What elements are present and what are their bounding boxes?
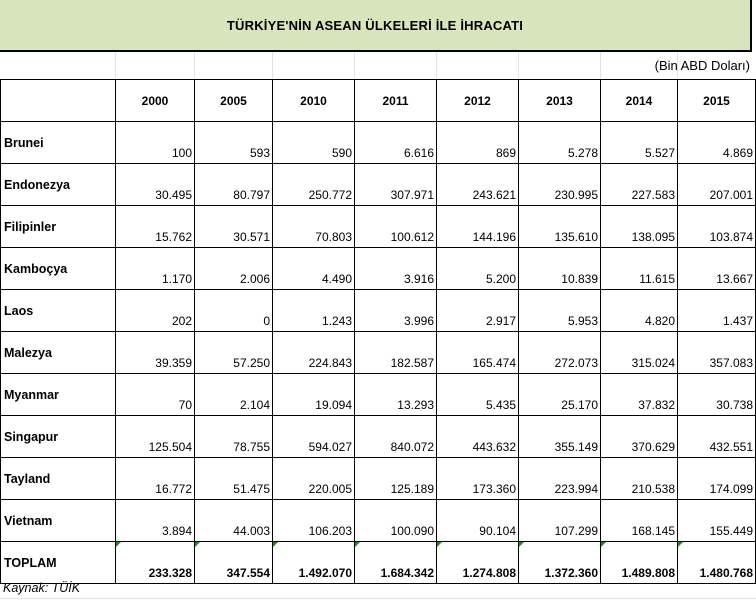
table-row [1,290,756,332]
source-note: Kaynak: TÜİK [3,581,81,595]
value-cell[interactable]: 2.104 [195,374,273,416]
value-cell[interactable]: 6.616 [355,122,437,164]
value-cell[interactable]: 11.615 [601,248,678,290]
value-cell[interactable]: 174.099 [678,458,756,500]
total-value-cell[interactable]: 233.328 [116,542,195,584]
table-row [1,500,756,542]
total-value-cell[interactable]: 1.372.360 [519,542,601,584]
value-cell[interactable]: 432.551 [678,416,756,458]
country-cell[interactable]: Singapur [1,416,116,458]
value-cell[interactable]: 16.772 [116,458,195,500]
value-cell[interactable]: 5.278 [519,122,601,164]
value-cell[interactable]: 869 [437,122,519,164]
total-value-cell[interactable]: 1.492.070 [273,542,355,584]
value-cell[interactable]: 168.145 [601,500,678,542]
value-cell[interactable]: 1.437 [678,290,756,332]
value-cell[interactable]: 3.996 [355,290,437,332]
value-cell[interactable]: 90.104 [437,500,519,542]
value-cell[interactable]: 5.953 [519,290,601,332]
value-cell[interactable]: 51.475 [195,458,273,500]
value-cell[interactable]: 135.610 [519,206,601,248]
country-cell[interactable]: Filipinler [1,206,116,248]
value-cell[interactable]: 25.170 [519,374,601,416]
header-year[interactable]: 2005 [195,80,273,122]
value-cell[interactable]: 2.006 [195,248,273,290]
value-cell[interactable]: 13.293 [355,374,437,416]
value-cell[interactable]: 125.189 [355,458,437,500]
value-cell[interactable]: 144.196 [437,206,519,248]
value-cell[interactable]: 272.073 [519,332,601,374]
value-cell[interactable]: 44.003 [195,500,273,542]
value-cell[interactable]: 5.527 [601,122,678,164]
unit-label: (Bin ABD Doları) [654,58,750,73]
header-row [1,80,756,122]
value-cell[interactable]: 202 [116,290,195,332]
value-cell[interactable]: 840.072 [355,416,437,458]
country-cell[interactable]: Tayland [1,458,116,500]
value-cell[interactable]: 223.994 [519,458,601,500]
value-cell[interactable]: 165.474 [437,332,519,374]
total-value-cell[interactable]: 1.274.808 [437,542,519,584]
country-cell[interactable]: Myanmar [1,374,116,416]
table-row [1,458,756,500]
country-cell[interactable]: Vietnam [1,500,116,542]
value-cell[interactable]: 370.629 [601,416,678,458]
header-country[interactable] [1,80,116,122]
value-cell[interactable]: 315.024 [601,332,678,374]
value-cell[interactable]: 3.894 [116,500,195,542]
value-cell[interactable]: 307.971 [355,164,437,206]
value-cell[interactable]: 5.435 [437,374,519,416]
value-cell[interactable]: 4.820 [601,290,678,332]
value-cell[interactable]: 100.090 [355,500,437,542]
value-cell[interactable]: 4.869 [678,122,756,164]
value-cell[interactable]: 30.571 [195,206,273,248]
value-cell[interactable]: 243.621 [437,164,519,206]
header-year[interactable]: 2010 [273,80,355,122]
value-cell[interactable]: 593 [195,122,273,164]
country-cell[interactable]: Malezya [1,332,116,374]
value-cell[interactable]: 100 [116,122,195,164]
value-cell[interactable]: 355.149 [519,416,601,458]
value-cell[interactable]: 594.027 [273,416,355,458]
total-value-cell[interactable]: 347.554 [195,542,273,584]
value-cell[interactable]: 224.843 [273,332,355,374]
total-value-cell[interactable]: 1.489.808 [601,542,678,584]
value-cell[interactable]: 1.243 [273,290,355,332]
total-label-cell[interactable]: TOPLAM [1,542,116,584]
value-cell[interactable]: 37.832 [601,374,678,416]
value-cell[interactable]: 100.612 [355,206,437,248]
table-row [1,332,756,374]
total-value-cell[interactable]: 1.684.342 [355,542,437,584]
value-cell[interactable]: 70.803 [273,206,355,248]
table-row [1,122,756,164]
table-title-text: TÜRKİYE'NİN ASEAN ÜLKELERİ İLE İHRACATI [226,17,524,33]
header-year[interactable]: 2012 [437,80,519,122]
value-cell[interactable]: 10.839 [519,248,601,290]
total-row [1,542,756,584]
table-row [1,206,756,248]
header-year[interactable]: 2014 [601,80,678,122]
value-cell[interactable]: 19.094 [273,374,355,416]
header-year[interactable]: 2015 [678,80,756,122]
table-title [0,0,752,52]
value-cell[interactable]: 210.538 [601,458,678,500]
value-cell[interactable]: 1.170 [116,248,195,290]
country-cell[interactable]: Laos [1,290,116,332]
value-cell[interactable]: 0 [195,290,273,332]
value-cell[interactable]: 107.299 [519,500,601,542]
value-cell[interactable]: 227.583 [601,164,678,206]
value-cell[interactable]: 590 [273,122,355,164]
value-cell[interactable]: 30.738 [678,374,756,416]
value-cell[interactable]: 2.917 [437,290,519,332]
country-cell[interactable]: Kamboçya [1,248,116,290]
value-cell[interactable]: 125.504 [116,416,195,458]
value-cell[interactable]: 103.874 [678,206,756,248]
value-cell[interactable]: 250.772 [273,164,355,206]
sheet-gridlines [0,52,756,79]
table-row [1,416,756,458]
country-cell[interactable]: Brunei [1,122,116,164]
value-cell[interactable]: 220.005 [273,458,355,500]
value-cell[interactable]: 39.359 [116,332,195,374]
value-cell[interactable]: 13.667 [678,248,756,290]
value-cell[interactable]: 30.495 [116,164,195,206]
header-year[interactable]: 2000 [116,80,195,122]
value-cell[interactable]: 57.250 [195,332,273,374]
value-cell[interactable]: 5.200 [437,248,519,290]
value-cell[interactable]: 173.360 [437,458,519,500]
value-cell[interactable]: 230.995 [519,164,601,206]
value-cell[interactable]: 70 [116,374,195,416]
export-table [0,79,756,584]
value-cell[interactable]: 106.203 [273,500,355,542]
value-cell[interactable]: 155.449 [678,500,756,542]
country-cell[interactable]: Endonezya [1,164,116,206]
value-cell[interactable]: 357.083 [678,332,756,374]
sheet-gridline-bottom [0,598,756,599]
value-cell[interactable]: 15.762 [116,206,195,248]
table-row [1,164,756,206]
value-cell[interactable]: 78.755 [195,416,273,458]
header-year[interactable]: 2011 [355,80,437,122]
value-cell[interactable]: 138.095 [601,206,678,248]
value-cell[interactable]: 4.490 [273,248,355,290]
value-cell[interactable]: 182.587 [355,332,437,374]
table-row [1,248,756,290]
header-year[interactable]: 2013 [519,80,601,122]
value-cell[interactable]: 3.916 [355,248,437,290]
value-cell[interactable]: 443.632 [437,416,519,458]
value-cell[interactable]: 207.001 [678,164,756,206]
value-cell[interactable]: 80.797 [195,164,273,206]
total-value-cell[interactable]: 1.480.768 [678,542,756,584]
table-row [1,374,756,416]
